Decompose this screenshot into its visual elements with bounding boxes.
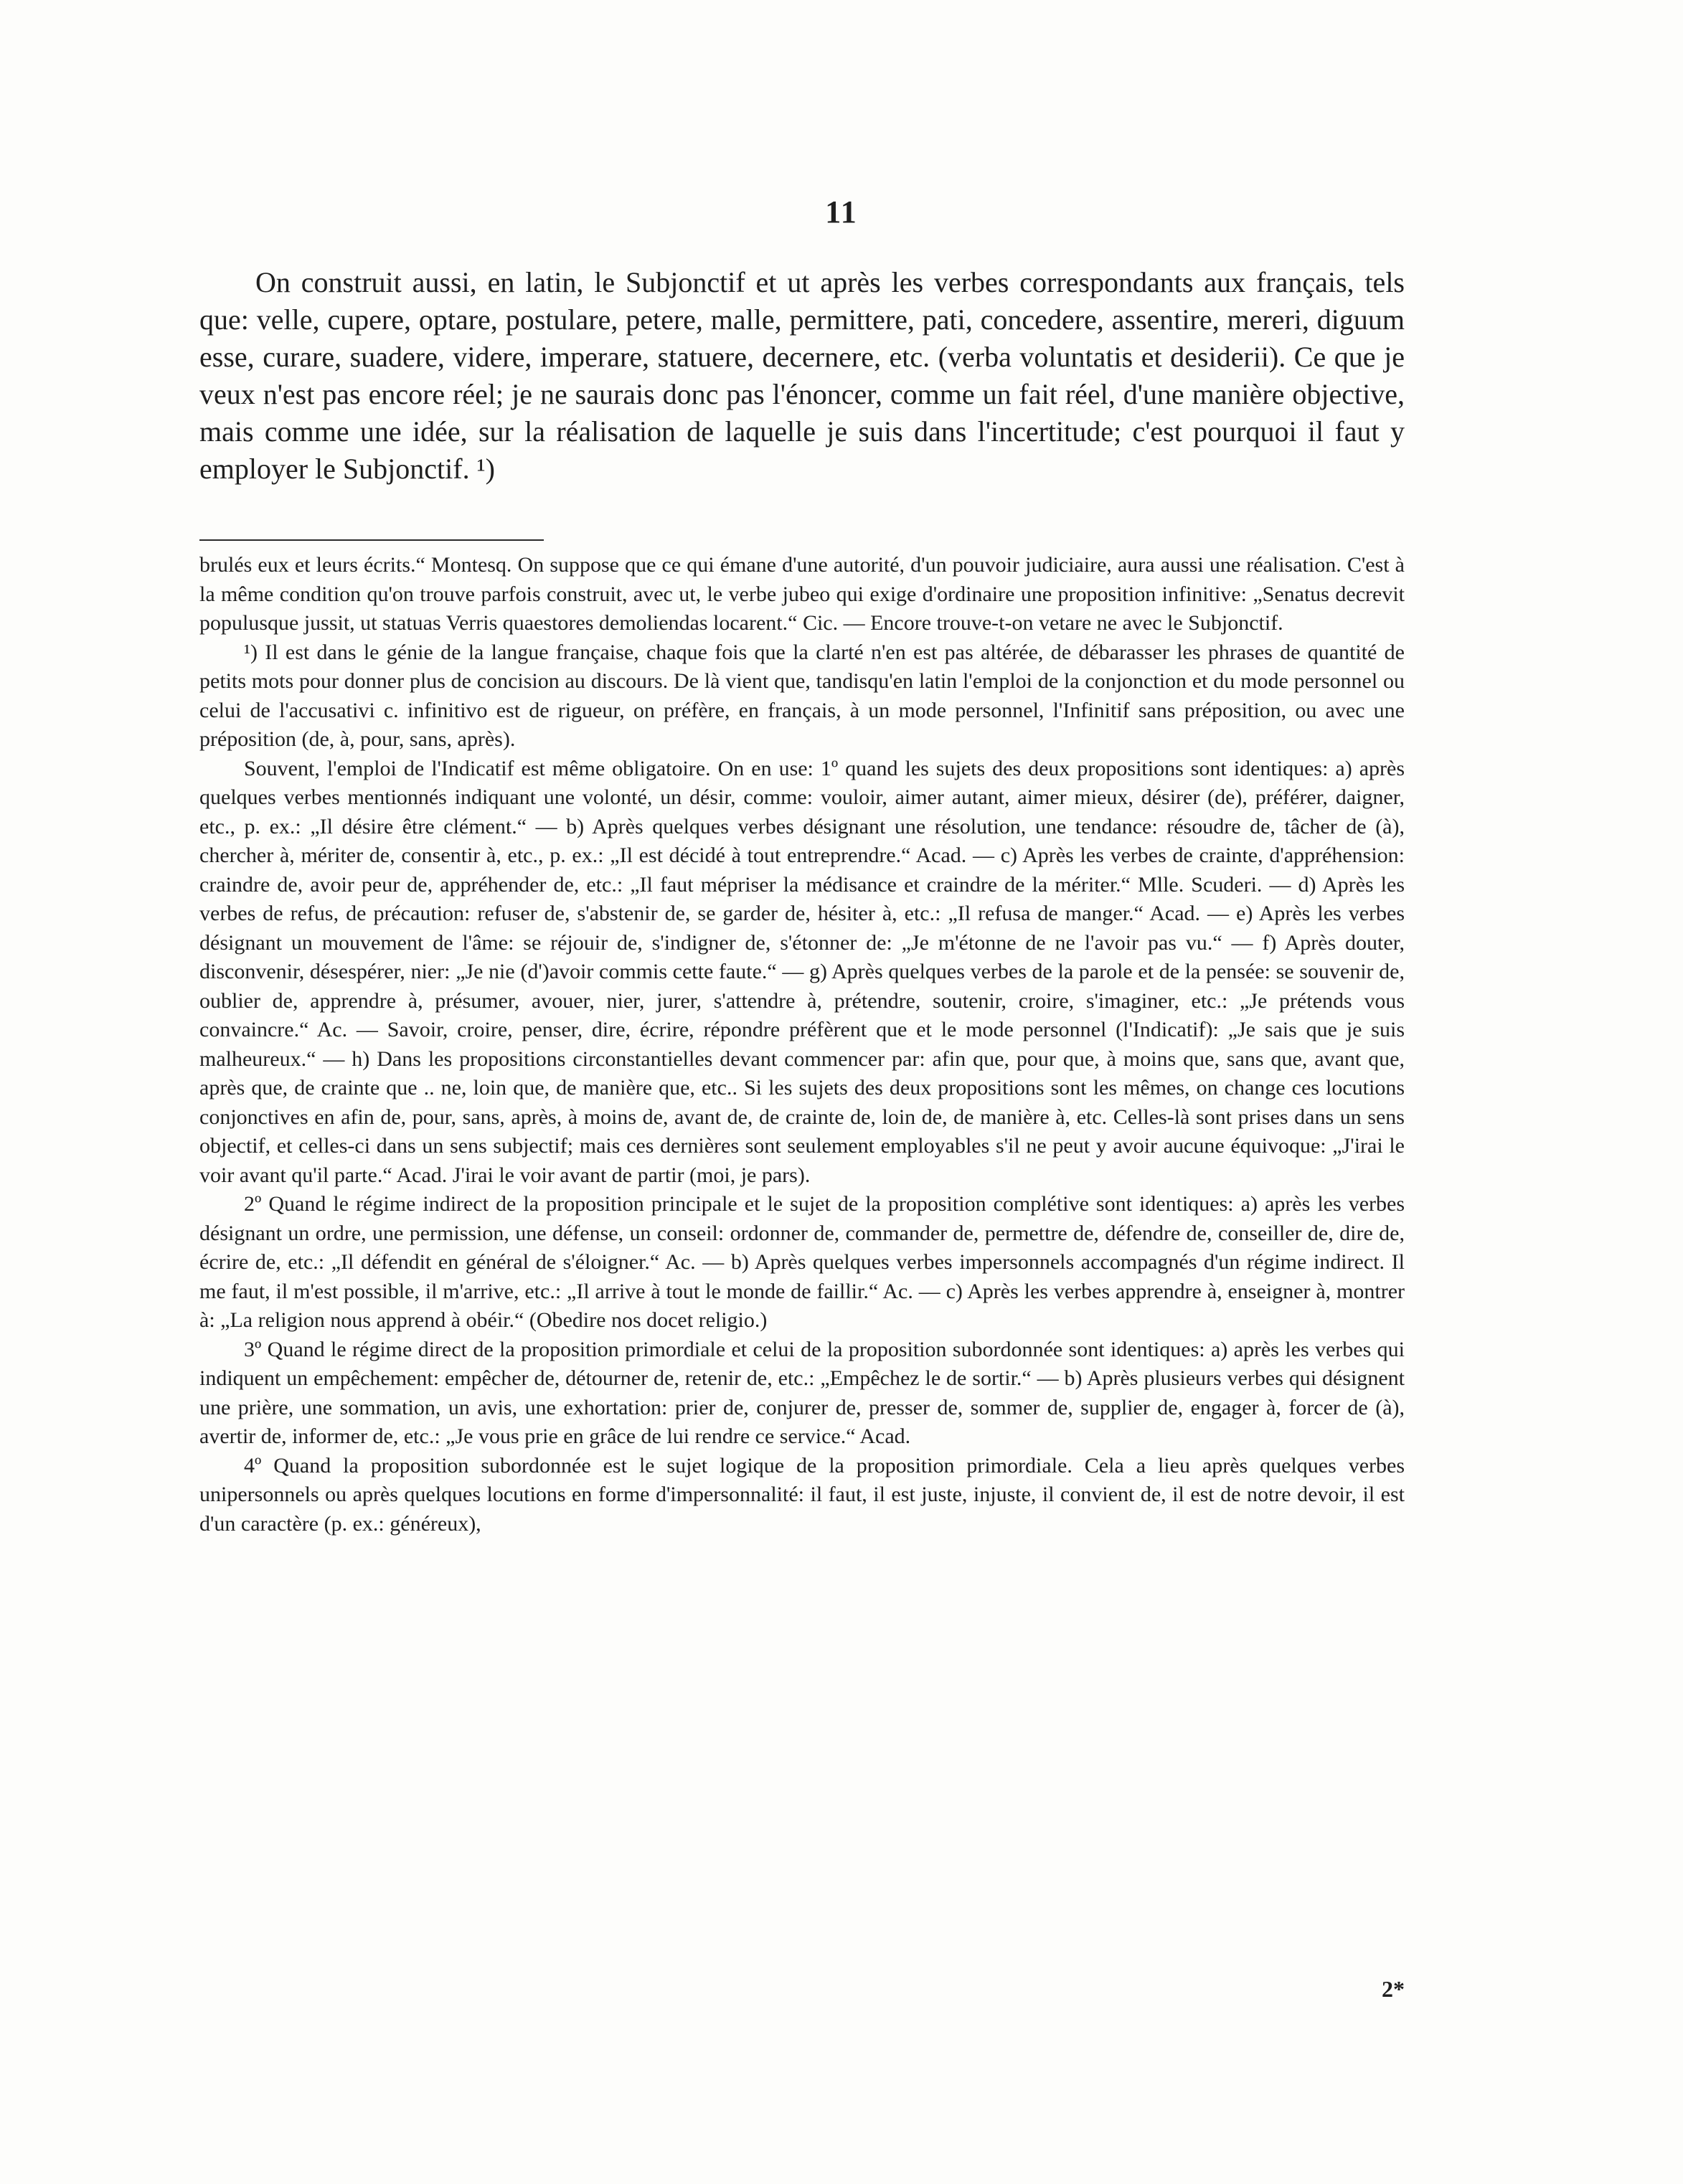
footnote-1: ¹) Il est dans le génie de la langue française, chaque fois que la clarté n'en est pas altérée, de débarasser les phrases de quantité de petits mots pour donner plus de concision au discours. De là vient que, tandisqu'en latin l'emploi de la conjonction et du mode personnel ou celui de l'accusativi c. infinitivo est de rigueur, on préfère, en français, à un mode personnel, l'Infinitif sans préposition, ou avec une préposition (de, à, pour, sans, après). [199, 640, 1405, 751]
footnote-paragraph-2: 2º Quand le régime indirect de la proposition principale et le sujet de la proposition complétive sont identiques: a) après les verbes désignant un ordre, une permission, une défense, un conseil: ordonner de, commander de, permettre de, défendre de, conseiller de, dire de, écrire de, etc.: „Il défendit en général de s'éloigner.“ Ac. — b) Après quelques verbes impersonnels accompagnés d'un régime indirect. Il me faut, il m'est possible, il m'arrive, etc.: „Il arrive à tout le monde de faillir.“ Ac. — c) Après les verbes apprendre à, enseigner à, montrer à: „La religion nous apprend à obéir.“ (Obedire nos docet religio.) [199, 1192, 1405, 1332]
footnote-continuation: brulés eux et leurs écrits.“ Montesq. On suppose que ce qui émane d'une autorité, d'un pouvoir judiciaire, aura aussi une réalisation. C'est à la même condition qu'on trouve parfois construit, avec ut, le verbe jubeo qui exige d'ordinaire une proposition infinitive: „Senatus decrevit populusque jussit, ut statuas Verris quaestores demoliendas locarent.“ Cic. — Encore trouve-t-on vetare ne avec le Subjonctif. [199, 553, 1405, 635]
footnote-separator-rule [199, 539, 544, 541]
signature-mark: 2* [1382, 1976, 1405, 2002]
main-paragraph: On construit aussi, en latin, le Subjonctif et ut après les verbes correspondants aux français, tels que: velle, cupere, optare, postulare, petere, malle, permittere, pati, concedere, assentire, mereri, diguum esse, curare, suadere, videre, imperare, statuere, decernere, etc. (verba voluntatis et desiderii). Ce que je veux n'est pas encore réel; je ne saurais donc pas l'énoncer, comme un fait réel, d'une manière objective, mais comme une idée, sur la réalisation de laquelle je suis dans l'incertitude; c'est pourquoi il faut y employer le Subjonctif. ¹) [199, 266, 1405, 485]
footnote-paragraph-3: 3º Quand le régime direct de la proposition primordiale et celui de la proposition subordonnée sont identiques: a) après les verbes qui indiquent un empêchement: empêcher de, détourner de, retenir de, etc.: „Empêchez le de sortir.“ — b) Après plusieurs verbes qui désignent une prière, une sommation, un avis, une exhortation: prier de, conjurer de, presser de, sommer de, supplier de, engager à, forcer de (à), avertir de, informer de, etc.: „Je vous prie en grâce de lui rendre ce service.“ Acad. [199, 1337, 1405, 1448]
footnote-paragraph-souvent: Souvent, l'emploi de l'Indicatif est même obligatoire. On en use: 1º quand les sujets des deux propositions sont identiques: a) après quelques verbes mentionnés indiquant une volonté, un désir, comme: vouloir, aimer autant, aimer mieux, désirer (de), préférer, daigner, etc., p. ex.: „Il désire être clément.“ — b) Après quelques verbes désignant une résolution, une tendance: résoudre de, tâcher de (à), chercher à, mériter de, consentir à, etc., p. ex.: „Il est décidé à tout entreprendre.“ Acad. — c) Après les verbes de crainte, d'appréhension: craindre de, avoir peur de, appréhender de, etc.: „Il faut mépriser la médisance et craindre de la mériter.“ Mlle. Scuderi. — d) Après les verbes de refus, de précaution: refuser de, s'abstenir de, se garder de, hésiter à, etc.: „Il refusa de manger.“ Acad. — e) Après les verbes désignant un mouvement de l'âme: se réjouir de, s'indigner de, s'étonner de: „Je m'étonne de ne l'avoir pas vu.“ — f) Après douter, disconvenir, désespérer, nier: „Je nie (d')avoir commis cette faute.“ — g) Après quelques verbes de la parole et de la pensée: se souvenir de, oublier de, apprendre à, présumer, avouer, nier, jurer, s'attendre à, prétendre, soutenir, croire, s'imaginer, etc.: „Je prétends vous convaincre.“ Ac. — Savoir, croire, penser, dire, écrire, répondre préfèrent que et le mode personnel (l'Indicatif): „Je sais que je suis malheureux.“ — h) Dans les propositions circonstantielles devant commencer par: afin que, pour que, à moins que, sans que, avant que, après que, de crainte que .. ne, loin que, de manière que, etc.. Si les sujets des deux propositions sont les mêmes, on change ces locutions conjonctives en afin de, pour, sans, après, à moins de, avant de, de crainte de, loin de, de manière à, etc. Celles-là sont prises dans un sens objectif, et celles-ci dans un sens subjectif; mais ces dernières sont seulement employables s'il ne peut y avoir aucune équivoque: „J'irai le voir avant qu'il parte.“ Acad. J'irai le voir avant de partir (moi, je pars). [199, 756, 1405, 1187]
footnotes-section [199, 551, 1405, 1538]
page-number: 11 [825, 194, 858, 230]
footnote-paragraph-4: 4º Quand la proposition subordonnée est le sujet logique de la proposition primordiale. Cela a lieu après quelques verbes unipersonnels ou après quelques locutions en forme d'impersonnalité: il faut, il est juste, injuste, il convient de, il est de notre devoir, il est d'un caractère (p. ex.: généreux), [199, 1453, 1405, 1536]
